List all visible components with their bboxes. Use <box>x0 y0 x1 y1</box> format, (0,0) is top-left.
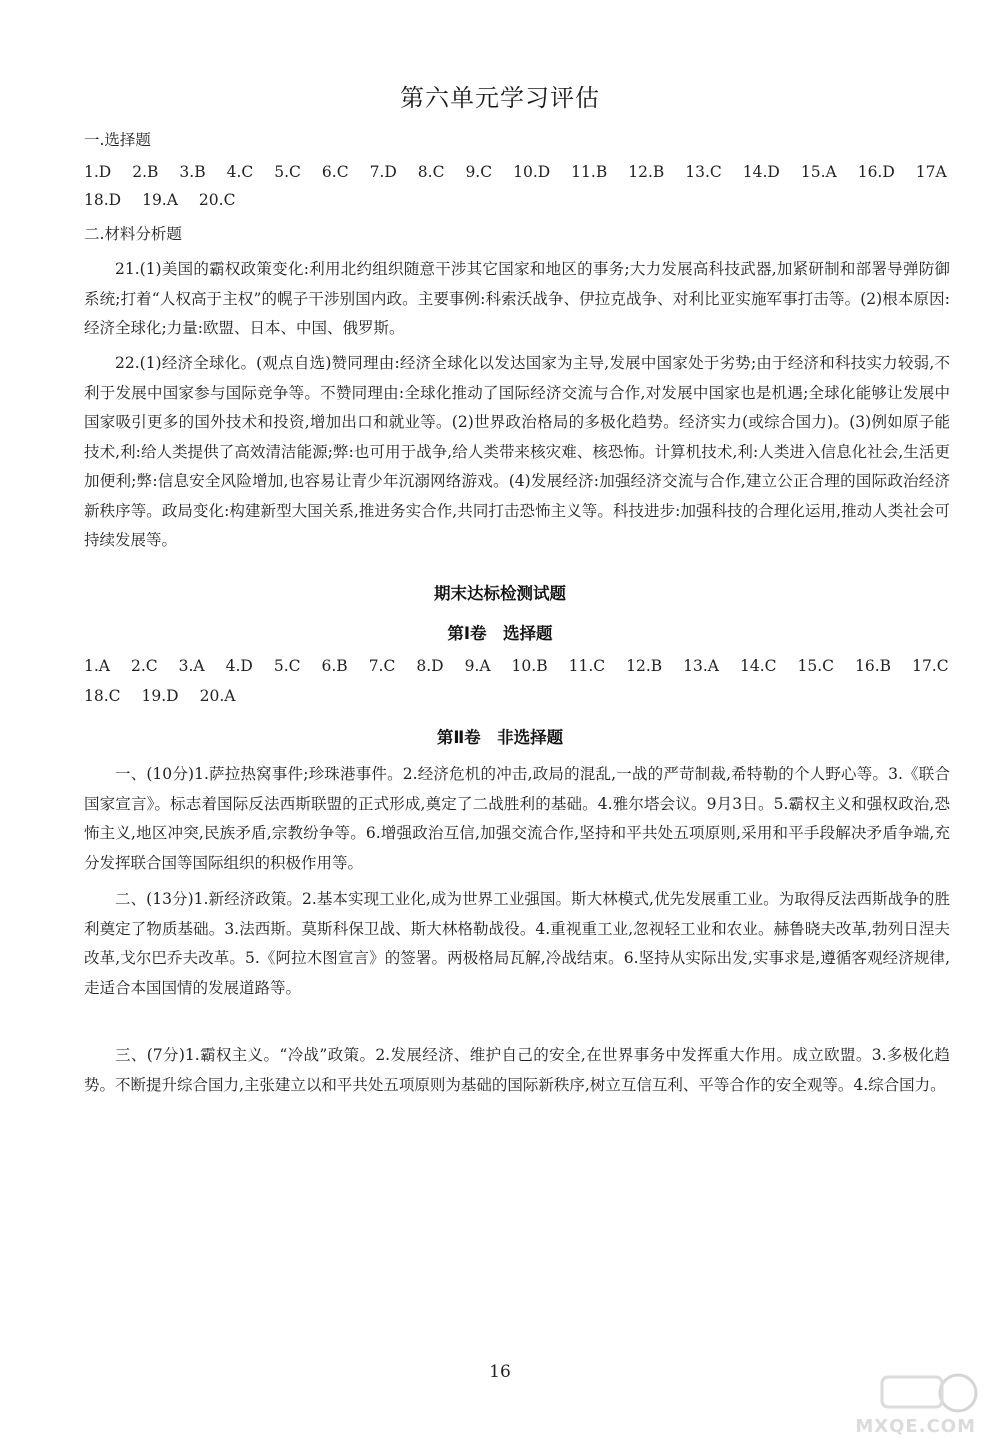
answer-item: 13.C <box>685 163 722 181</box>
answer-item: 4.D <box>225 657 253 675</box>
answer-item: 14.D <box>742 163 780 181</box>
answer-item: 11.B <box>571 163 608 181</box>
watermark-text: MXQE.COM <box>855 1416 976 1437</box>
answer-item: 15.A <box>800 163 837 181</box>
final-exam-title: 期末达标检测试题 <box>434 584 566 603</box>
unit6-title: 第六单元学习评估 <box>400 84 600 112</box>
page-number: 16 <box>489 1362 511 1382</box>
unit6-q21-answer: 21.(1)美国的霸权政策变化:利用北约组织随意干涉其它国家和地区的事务;大力发展高科技武器,加紧研制和部署导弹防御系统;打着“人权高于主权”的幌子干涉别国内政。主要事例:科索沃战争、伊拉克战争、对利比亚实施军事打击等。(2)根本原因:经济全球化;力量:欧盟、日本、中国、俄罗斯。 <box>84 260 950 337</box>
answer-item: 6.B <box>321 657 348 675</box>
answer-item: 17A <box>915 163 947 181</box>
final-q2-answer: 二、(13分)1.新经济政策。2.基本实现工业化,成为世界工业强国。斯大林模式,优先发展重工业。为取得反法西斯战争的胜利奠定了物质基础。3.法西斯。莫斯科保卫战、斯大林格勒战役。4.重视重工业,忽视轻工业和农业。赫鲁晓夫改革,勃列日涅夫改革,戈尔巴乔夫改革。5.《阿拉木图宣言》的签署。两极格局瓦解,冷战结束。6.坚持从实际出发,实事求是,遵循客观经济规律,走适合本国国情的发展道路等。 <box>84 890 950 997</box>
answer-item: 11.C <box>568 657 606 675</box>
final-answers-row2 <box>84 687 944 705</box>
answer-item: 13.A <box>683 657 719 675</box>
answer-item: 17.C <box>912 657 949 675</box>
answer-item: 16.B <box>855 657 892 675</box>
watermark-logo <box>822 1367 982 1437</box>
answer-item: 7.C <box>368 657 396 675</box>
final-part2-title: 第Ⅱ卷 非选择题 <box>436 728 564 747</box>
unit6-q22-answer: 22.(1)经济全球化。(观点自选)赞同理由:经济全球化以发达国家为主导,发展中国家处于劣势;由于经济和科技实力较弱,不利于发展中国家参与国际竞争等。不赞同理由:全球化推动了国际经济交流与合作,对发展中国家也是机遇;全球化能够让发展中国家吸引更多的国外技术和投资,增加出口和就业等。(2)世界政治格局的多极化趋势。经济实力(或综合国力)。(3)例如原子能技术,利:给人类提供了高效清洁能源;弊:也可用于战争,给人类带来核灾难、核恐怖。计算机技术,利:人类进入信息化社会,生活更加便利;弊:信息安全风险增加,也容易让青少年沉溺网络游戏。(4)发展经济:加强经济交流与合作,建立公正合理的国际政治经济新秩序等。政局变化:构建新型大国关系,推进务实合作,共同打击恐怖主义等。科技进步:加强科技的合理化运用,推动人类社会可持续发展等。 <box>84 354 950 549</box>
answer-item: 4.C <box>226 163 254 181</box>
answer-item: 3.A <box>178 657 205 675</box>
unit6-section1-label: 一.选择题 <box>84 131 151 149</box>
answer-item: 1.D <box>84 163 112 181</box>
answer-item: 20.C <box>198 191 236 209</box>
answer-item: 16.D <box>857 163 895 181</box>
answer-item: 5.C <box>274 163 301 181</box>
answer-item: 10.B <box>511 657 548 675</box>
answer-item: 18.D <box>84 191 122 209</box>
answer-item: 15.C <box>797 657 835 675</box>
answer-item: 7.D <box>369 163 397 181</box>
answer-item: 14.C <box>740 657 777 675</box>
final-q1-answer: 一、(10分)1.萨拉热窝事件;珍珠港事件。2.经济危机的冲击,政局的混乱,一战的严苛制裁,希特勒的个人野心等。3.《联合国家宣言》。标志着国际反法西斯联盟的正式形成,奠定了二战胜利的基础。4.雅尔塔会议。9月3日。5.霸权主义和强权政治,恐怖主义,地区冲突,民族矛盾,宗教纷争等。6.增强政治互信,加强交流合作,坚持和平共处五项原则,采用和平手段解决矛盾争端,充分发挥联合国等国际组织的积极作用等。 <box>84 765 950 872</box>
answer-item: 18.C <box>84 687 121 705</box>
answer-item: 6.C <box>321 163 349 181</box>
unit6-answers-row2 <box>84 191 944 209</box>
answer-item: 19.A <box>142 191 178 209</box>
answer-item: 5.C <box>273 657 301 675</box>
unit6-answers-row1 <box>84 163 947 181</box>
final-q3-answer: 三、(7分)1.霸权主义。“冷战”政策。2.发展经济、维护自己的安全,在世界事务中发挥重大作用。成立欧盟。3.多极化趋势。不断提升综合国力,主张建立以和平共处五项原则为基础的国际新秩序,树立互信互利、平等合作的安全观等。4.综合国力。 <box>84 1046 950 1094</box>
answer-item: 9.C <box>465 163 493 181</box>
answer-item: 3.B <box>179 163 206 181</box>
answer-item: 2.B <box>132 163 159 181</box>
final-part1-title: 第Ⅰ卷 选择题 <box>447 624 553 643</box>
answer-item: 10.D <box>513 163 551 181</box>
answer-item: 2.C <box>130 657 158 675</box>
answer-item: 20.A <box>199 687 236 705</box>
answer-item: 1.A <box>84 657 110 675</box>
answer-item: 9.A <box>464 657 491 675</box>
answer-item: 8.D <box>416 657 444 675</box>
answer-item: 12.B <box>626 657 663 675</box>
unit6-section2-label: 二.材料分析题 <box>84 225 182 243</box>
answer-item: 12.B <box>628 163 665 181</box>
answer-item: 8.C <box>417 163 445 181</box>
answer-item: 19.D <box>141 687 179 705</box>
final-answers-row1 <box>84 657 949 675</box>
